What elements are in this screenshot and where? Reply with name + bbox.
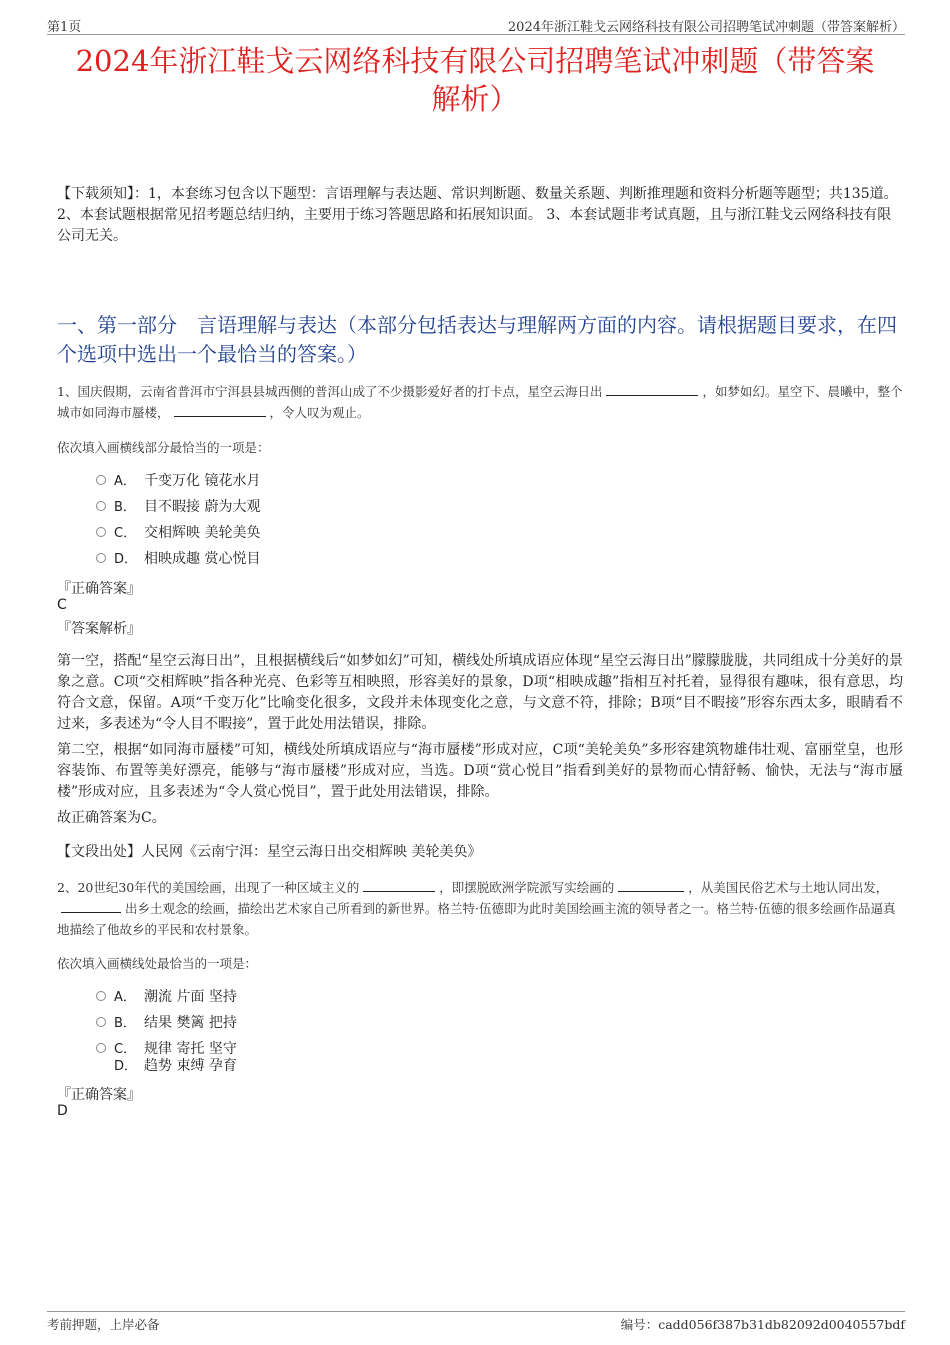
header-doc-title: 2024年浙江鞋戈云网络科技有限公司招聘笔试冲刺题（带答案解析） [507, 20, 905, 35]
q1-text-part: ，令人叹为观止。 [269, 405, 370, 420]
radio-icon[interactable] [96, 991, 106, 1001]
option-text: 交相辉映 美轮美奂 [144, 525, 261, 541]
q1-option-c[interactable] [96, 523, 260, 543]
option-text: 结果 樊篱 把持 [144, 1015, 237, 1031]
q1-text-part: 1、国庆假期，云南省普洱市宁洱县县城西侧的普洱山成了不少摄影爱好者的打卡点，星空云海日出 [57, 384, 603, 399]
q2-text-part: ，即摆脱欧洲学院派写实绘画的 [439, 880, 615, 895]
q2-option-b[interactable] [96, 1013, 237, 1033]
option-letter: A． [114, 474, 136, 489]
title-line-1: 2024年浙江鞋戈云网络科技有限公司招聘笔试冲刺题（带答案 [75, 44, 875, 78]
option-text: 相映成趣 赏心悦目 [144, 551, 261, 567]
question-2-prompt: 依次填入画横线处最恰当的一项是： [57, 956, 258, 971]
option-letter: B． [114, 500, 136, 515]
page-footer [47, 1311, 905, 1334]
option-letter: D． [114, 552, 138, 567]
download-notice: 【下载须知】：1，本套练习包含以下题型：言语理解与表达题、常识判断题、数量关系题、判断推理题和资料分析题等题型；共135道。 2、本套试题根据常见招考题总结归纳，主要用于练习答题思路和拓展知识面。 3、本套试题非考试真题，且与浙江鞋戈云网络科技有限公司无关。 [57, 186, 898, 244]
q1-analysis-para-2: 第二空，根据“如同海市蜃楼”可知，横线处所填成语应与“海市蜃楼”形成对应，C项“美轮美奂”多形容建筑物雄伟壮观、富丽堂皇，也形容装饰、布置等美好漂亮，能够与“海市蜃楼”形成对应，当选。D项“赏心悦目”指看到美好的景物而心情舒畅、愉快，无法与“海市蜃楼”形成对应，且多表述为“令人赏心悦目”，置于此处用法错误，排除。 [57, 742, 903, 800]
option-letter: A． [114, 990, 136, 1005]
q2-text-part: ，从美国民俗艺术与土地认同出发， [688, 880, 889, 895]
q1-option-b[interactable] [96, 497, 260, 517]
option-letter: B． [114, 1016, 136, 1031]
title-line-2: 解析） [431, 82, 519, 116]
option-letter: C． [114, 1042, 137, 1057]
radio-icon[interactable] [96, 1043, 106, 1053]
q1-source: 【文段出处】人民网《云南宁洱：星空云海日出交相辉映 美轮美奂》 [57, 844, 482, 860]
radio-icon[interactable] [96, 553, 106, 563]
q1-analysis-label: 『答案解析』 [57, 621, 141, 637]
fill-blank [606, 381, 698, 396]
q2-option-a[interactable] [96, 987, 237, 1007]
option-text: 潮流 片面 坚持 [144, 989, 237, 1005]
q1-answer-label: 『正确答案』 [57, 581, 141, 597]
option-text: 目不暇接 蔚为大观 [144, 499, 261, 515]
fill-blank [174, 402, 266, 417]
option-text: 规律 寄托 坚守 [144, 1041, 237, 1057]
option-letter: C． [114, 526, 137, 541]
radio-icon[interactable] [96, 475, 106, 485]
footer-slogan: 考前押题，上岸必备 [47, 1317, 160, 1332]
question-1-text [57, 381, 903, 423]
q1-analysis-conclusion: 故正确答案为C。 [57, 810, 166, 826]
radio-icon[interactable] [96, 501, 106, 511]
fill-blank [61, 898, 121, 913]
q2-answer: D [57, 1103, 68, 1119]
question-1-prompt: 依次填入画横线部分最恰当的一项是： [57, 440, 270, 455]
page-header [47, 14, 905, 35]
q2-text-part: 2、20世纪30年代的美国绘画，出现了一种区域主义的 [57, 880, 360, 895]
q1-analysis-para-1: 第一空，搭配“星空云海日出”，且根据横线后“如梦如幻”可知，横线处所填成语应体现“星空云海日出”朦朦胧胧，共同组成十分美好的景象之意。C项“交相辉映”指各种光亮、色彩等互相映照，形容美好的景象，D项“相映成趣”指相互衬托着，显得很有趣味，很有意思，均符合文意，保留。A项“千变万化”比喻变化很多，文段并未体现变化之意，与文意不符，排除；B项“目不暇接”形容东西太多，眼睛看不过来，多表述为“令人目不暇接”，置于此处用法错误，排除。 [57, 653, 903, 732]
section-title: 一、第一部分 言语理解与表达（本部分包括表达与理解两方面的内容。请根据题目要求，在四个选项中选出一个最恰当的答案。） [57, 313, 897, 366]
option-text: 趋势 束缚 孕育 [144, 1058, 237, 1074]
q1-option-a[interactable] [96, 471, 260, 491]
radio-icon[interactable] [96, 1017, 106, 1027]
q2-answer-label: 『正确答案』 [57, 1087, 141, 1103]
fill-blank [363, 877, 435, 892]
q1-option-d[interactable] [96, 549, 260, 569]
fill-blank [618, 877, 684, 892]
page-number: 第1页 [47, 20, 82, 35]
question-2-text [57, 877, 903, 940]
option-text: 千变万化 镜花水月 [144, 473, 261, 489]
q1-text-part: ，如梦如幻。星空下、晨曦中，整个城市如同海市蜃楼， [57, 384, 903, 420]
q1-answer: C [57, 597, 67, 613]
document-title [50, 42, 900, 118]
footer-serial: 编号：cadd056f387b31db82092d0040557bdf [620, 1317, 905, 1332]
option-letter: D． [114, 1059, 138, 1074]
radio-icon[interactable] [96, 527, 106, 537]
q2-option-d[interactable] [96, 1056, 237, 1076]
q2-text-part: 出乡土观念的绘画，描绘出艺术家自己所看到的新世界。格兰特·伍德即为此时美国绘画主流的领导者之一。格兰特·伍德的很多绘画作品逼真地描绘了他故乡的平民和农村景象。 [57, 901, 896, 937]
